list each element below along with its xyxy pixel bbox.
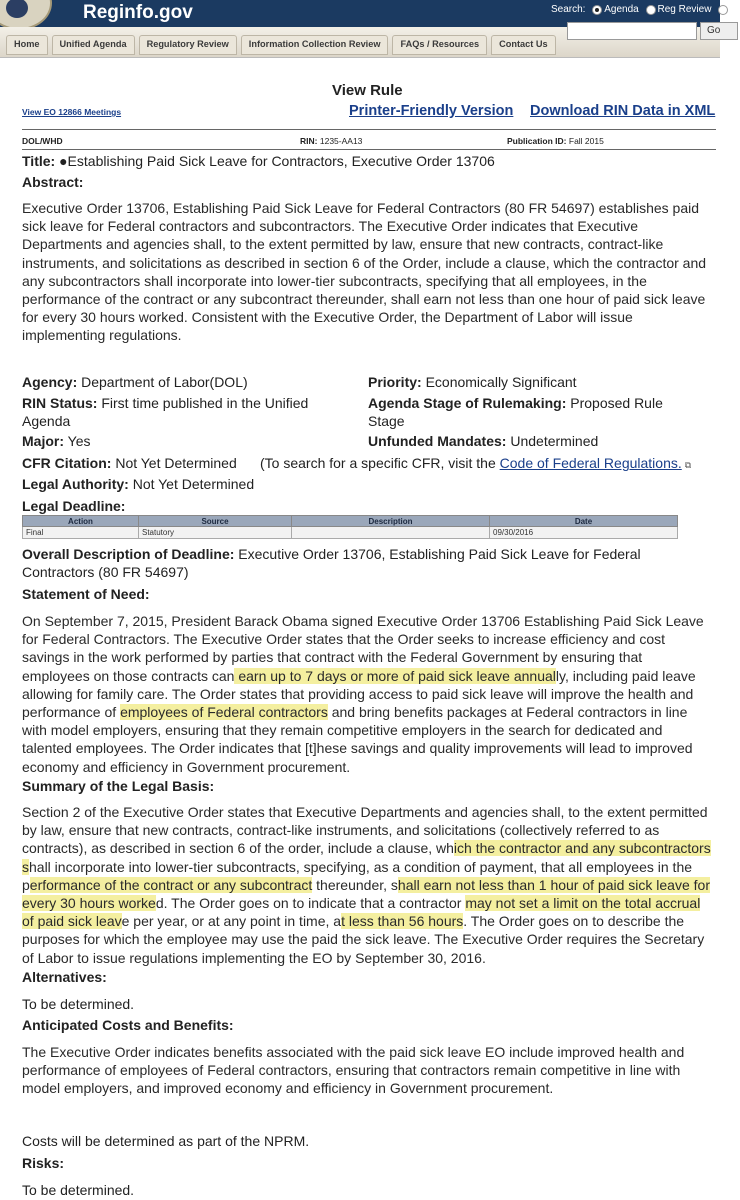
rin-status-cont: Agenda — [22, 413, 71, 429]
table-cell: Statutory — [139, 527, 292, 539]
rin-field: RIN: 1235-AA13 — [300, 136, 363, 146]
table-cell — [292, 527, 490, 539]
legal-basis-label: Summary of the Legal Basis: — [22, 778, 215, 794]
overall-deadline-cont: Contractors (80 FR 54697) — [22, 564, 189, 580]
costs-note: Costs will be determined as part of the NPRM. — [22, 1133, 310, 1149]
external-link-icon: ⧉ — [684, 460, 692, 470]
divider — [22, 149, 716, 150]
tab-home[interactable]: Home — [6, 35, 48, 55]
agenda-stage-field: Agenda Stage of Rulemaking: Proposed Rule — [368, 395, 663, 411]
highlight: earn up to 7 days or more of paid sick leave annual — [234, 667, 556, 684]
tab-regulatory-review[interactable]: Regulatory Review — [139, 35, 237, 55]
column-header: Description — [292, 516, 490, 527]
printer-friendly-link[interactable]: Printer-Friendly Version — [349, 103, 514, 119]
highlight: ich the contractor and any subcontractors s — [22, 840, 711, 875]
table-row — [23, 527, 678, 539]
radio-ic[interactable] — [718, 5, 728, 15]
tab-unified-agenda[interactable]: Unified Agenda — [52, 35, 135, 55]
abstract-label: Abstract: — [22, 174, 84, 190]
legal-deadline-table — [22, 515, 678, 539]
risks-label: Risks: — [22, 1155, 65, 1171]
statement-of-need-text: On September 7, 2015, President Barack Obama signed Executive Order 13706 Establishing Paid Sick Leave for Federal Contractors. The Executive Order states that the Order seeks to increase efficiency and cost savings in the work performed by parties that contract with the Federal Government by ensuring that employees on those contracts can earn up to 7 days or more of paid sick leave annually, including paid leave allowing for family care. The Order states that providing access to paid sick leave will improve the health and performance of employees of Federal contractors and bring benefits packages at Federal contractors in line with model employers, ensuring that they remain competitive employers in the search for dedicated and talented employees. The Order indicates that [t]hese savings and quality improvements will lead to improved economy and efficiency in Government procurement. — [22, 613, 704, 775]
page-heading: View Rule — [332, 82, 403, 99]
rin-value: 1235-AA13 — [319, 136, 363, 146]
legal-basis-text: Section 2 of the Executive Order states that Executive Departments and agencies shall, to the extent permitted by law, ensure that new contracts, contract-like instruments, and solicitations (collectively referred to as contracts), as described in section 6 of the order, include a clause, which the contractor and any subcontractors shall incorporate into lower-tier subcontracts, specifying, as a condition of payment, that all employees in the performance of the contract or any subcontract thereunder, shall earn not less than 1 hour of paid sick leave for every 30 hours worked. The Order goes on to indicate that a contractor may not set a limit on the total accrual of paid sick leave per year, or at any point in time, at less than 56 hours. The Order goes on to describe the purposes for which the employee may use the paid the sick leave. The Executive Order requires the Secretary of Labor to issue regulations implementing the EO by September 30, 2016. — [22, 804, 711, 966]
agency-field: Agency: Department of Labor(DOL) — [22, 374, 248, 390]
search-input[interactable] — [567, 22, 697, 40]
search-go-button[interactable]: Go — [700, 22, 738, 40]
rule-title-value: ●Establishing Paid Sick Leave for Contractors, Executive Order 13706 — [59, 153, 495, 169]
agency-code: DOL/WHD — [22, 136, 63, 146]
eo-meetings-link[interactable]: View EO 12866 Meetings — [22, 107, 122, 117]
search-scope — [551, 4, 740, 15]
rin-status-field: RIN Status: First time published in the Unified — [22, 395, 309, 411]
highlight: hall earn not less than 1 hour of paid sick leave for every 30 hours worke — [22, 876, 710, 912]
publication-id-field: Publication ID: Fall 2015 — [507, 136, 604, 146]
legal-authority-field: Legal Authority: Not Yet Determined — [22, 476, 255, 492]
overall-deadline-field: Overall Description of Deadline: Executive Order 13706, Establishing Paid Sick Leave for Federal — [22, 546, 641, 562]
highlight: may not set a limit on the total accrual of paid sick leav — [22, 895, 701, 930]
table-cell: Final — [23, 527, 139, 539]
tab-information-collection-review[interactable]: Information Collection Review — [241, 35, 389, 55]
tab-faqs-resources[interactable]: FAQs / Resources — [392, 35, 487, 55]
priority-field: Priority: Economically Significant — [368, 374, 577, 390]
major-field: Major: Yes — [22, 433, 91, 449]
download-xml-link[interactable]: Download RIN Data in XML — [530, 103, 716, 119]
highlight: t less than 56 hours — [341, 913, 464, 930]
alternatives-label: Alternatives: — [22, 969, 107, 985]
highlight: employees of Federal contractors — [120, 704, 328, 721]
tab-contact-us[interactable]: Contact Us — [491, 35, 556, 55]
cfr-citation-field: CFR Citation: Not Yet Determined — [22, 455, 237, 471]
table-header-row — [23, 516, 678, 527]
highlight: erformance of the contract or any subcontract — [29, 876, 313, 893]
radio-agenda[interactable] — [592, 5, 602, 15]
column-header: Source — [139, 516, 292, 527]
unfunded-mandates-field: Unfunded Mandates: Undetermined — [368, 433, 599, 449]
table-cell: 09/30/2016 — [490, 527, 678, 539]
column-header: Action — [23, 516, 139, 527]
rule-title: Title: ●Establishing Paid Sick Leave for Contractors, Executive Order 13706 — [22, 153, 495, 169]
statement-of-need-label: Statement of Need: — [22, 586, 150, 602]
legal-deadline-label: Legal Deadline: — [22, 498, 126, 514]
radio-agenda-label: Agenda — [604, 4, 639, 15]
publication-id-value: Fall 2015 — [568, 136, 604, 146]
omb-seal-logo — [0, 0, 52, 30]
agenda-stage-cont: Stage — [368, 413, 405, 429]
divider — [22, 129, 716, 130]
cfr-link[interactable]: Code of Federal Regulations. — [499, 455, 682, 471]
alternatives-text: To be determined. — [22, 996, 135, 1012]
costs-benefits-label: Anticipated Costs and Benefits: — [22, 1017, 234, 1033]
costs-benefits-text: The Executive Order indicates benefits associated with the paid sick leave EO include improved health and performance of employees of Federal contractors, ensuring that contractors remain competitive in line with model employers, and improved economy and efficiency in Government procurement. — [22, 1044, 685, 1097]
cfr-note: (To search for a specific CFR, visit the Code of Federal Regulations. ⧉ — [260, 455, 692, 471]
risks-text: To be determined. — [22, 1182, 135, 1198]
radio-reg-review[interactable] — [646, 5, 656, 15]
abstract-text: Executive Order 13706, Establishing Paid Sick Leave for Federal Contractors (80 FR 54697) establishes paid sick leave for Federal contractors and subcontractors. The Executive Order indicates that Executive Departments and agencies shall, to the extent permitted by law, ensure that new contracts, contract-like instruments, and solicitations as described in section 6 of the Order, include a clause, which the contractor and any subcontractors shall incorporate into lower-tier subcontracts, specifying that all employees, in the performance of the contract or any subcontract thereunder, shall earn not less than one hour of paid sick leave for every 30 hours worked. Consistent with the Executive Order, the Department of Labor will issue implementing regulations. — [22, 200, 707, 344]
search-label: Search: — [551, 4, 586, 15]
radio-reg-review-label: Reg Review — [657, 4, 712, 15]
column-header: Date — [490, 516, 678, 527]
site-brand[interactable]: Reginfo.gov — [83, 2, 193, 23]
radio-ic-label: IC — [730, 4, 740, 15]
